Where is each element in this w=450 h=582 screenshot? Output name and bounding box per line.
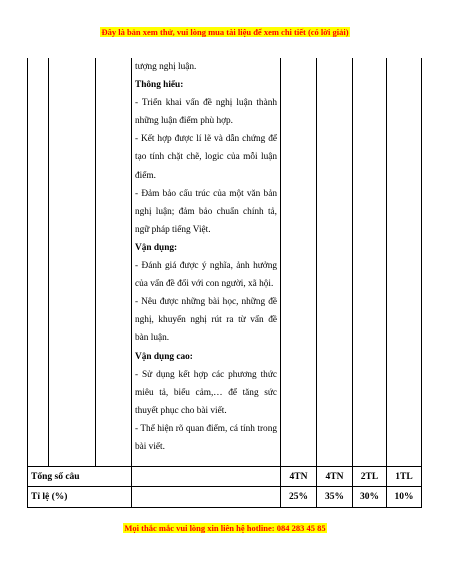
list-item: - Đảm bảo cấu trúc của một văn bản nghị luận; đảm bảo chuẩn chính tả, ngữ pháp tiếng Việt. xyxy=(135,188,277,235)
list-item: - Nêu được những bài học, những đề nghị, khuyến nghị rút ra từ vấn đề bàn luận. xyxy=(135,297,277,344)
table-cell: 2TL xyxy=(360,472,379,482)
list-item: - Thể hiện rõ quan điểm, cá tính trong bài viết. xyxy=(135,423,277,452)
table-cell: 30% xyxy=(360,492,379,502)
hotline-text: Mọi thắc mắc vui lòng xin liên hệ hotline: 084 283 45 85 xyxy=(124,523,326,533)
hotline-banner xyxy=(0,523,450,533)
list-item: - Kết hợp được lí lẽ và dẫn chứng để tạo tính chặt chẽ, logic của mỗi luận điểm. xyxy=(135,134,277,181)
summary-label-total-questions: Tổng số câu xyxy=(31,472,80,482)
assessment-criteria xyxy=(135,58,277,456)
table-cell: 4TN xyxy=(325,472,344,482)
section-heading-thong-hieu: Thông hiểu: xyxy=(135,80,184,91)
list-item: - Sử dụng kết hợp các phương thức miêu tả, biểu cảm,… để tăng sức thuyết phục cho bài viết. xyxy=(135,369,277,416)
table-cell: 35% xyxy=(325,492,344,502)
list-item: - Đánh giá được ý nghĩa, ảnh hưởng của vấn đề đối với con người, xã hội. xyxy=(135,261,277,290)
preview-notice-banner xyxy=(0,27,450,37)
section-heading-van-dung: Vận dụng: xyxy=(135,242,178,253)
table-cell: 25% xyxy=(289,492,308,502)
summary-label-percentage: Tỉ lệ (%) xyxy=(31,492,68,502)
table-cell: 10% xyxy=(394,492,414,502)
list-item: - Triển khai vấn đề nghị luận thành những luận điểm phù hợp. xyxy=(135,98,277,127)
table-cell: 4TN xyxy=(289,472,308,482)
text-line: tượng nghị luận. xyxy=(135,62,197,72)
section-heading-van-dung-cao: Vận dụng cao: xyxy=(135,351,193,362)
preview-notice-text: Đây là bản xem thử, vui lòng mua tài liệu để xem chi tiết (có lời giải) xyxy=(101,27,349,37)
table-cell: 1TL xyxy=(395,472,413,482)
